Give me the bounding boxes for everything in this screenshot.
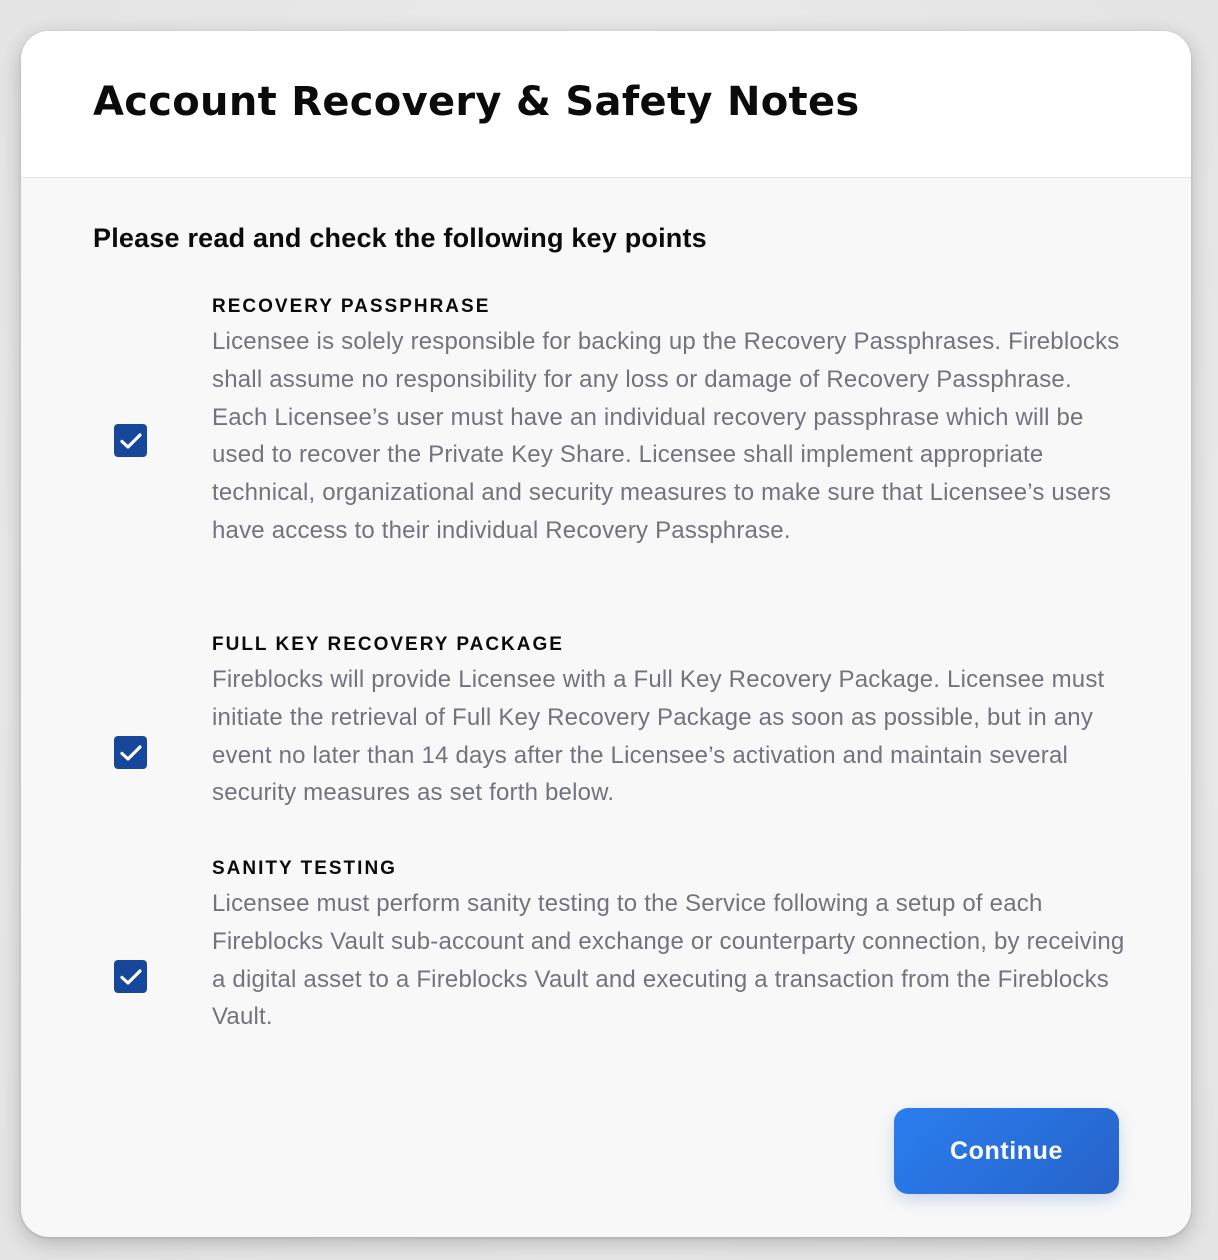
key-point-text: [212, 633, 1132, 812]
key-point-text: [212, 295, 1132, 550]
check-icon: [120, 744, 142, 762]
recovery-passphrase-checkbox[interactable]: [114, 424, 147, 457]
full-key-recovery-checkbox[interactable]: [114, 736, 147, 769]
key-point-recovery-passphrase: [21, 295, 1191, 585]
key-point-heading: SANITY TESTING: [212, 858, 397, 879]
key-point-heading: FULL KEY RECOVERY PACKAGE: [212, 634, 564, 655]
sanity-testing-checkbox[interactable]: [114, 960, 147, 993]
check-icon: [120, 968, 142, 986]
key-point-body: Licensee is solely responsible for backing up the Recovery Passphrases. Fireblocks shall assume no responsibility for any loss or damage of Recovery Passphrase. Each Licensee’s user must have an individual recovery passphrase which will be used to recover the Private Key Share. Licensee shall implement appropriate technical, organizational and security measures to make sure that Licensee’s users have access to their individual Recovery Passphrase.: [212, 328, 1120, 544]
key-point-sanity-testing: [21, 857, 1191, 1037]
key-point-full-key-recovery-package: [21, 633, 1191, 813]
check-icon: [120, 432, 142, 450]
dialog-header: [21, 31, 1191, 178]
recovery-notes-dialog: [21, 31, 1191, 1237]
key-point-text: [212, 857, 1132, 1036]
instructions-text: Please read and check the following key points: [93, 223, 707, 253]
key-point-heading: RECOVERY PASSPHRASE: [212, 296, 491, 317]
dialog-title: Account Recovery & Safety Notes: [93, 79, 860, 125]
key-point-body: Licensee must perform sanity testing to the Service following a setup of each Fireblocks Vault sub-account and exchange or counterparty connection, by receiving a digital asset to a Fireblocks Vault and executing a transaction from the Fireblocks Vault.: [212, 890, 1125, 1031]
continue-button[interactable]: Continue: [894, 1108, 1119, 1194]
key-point-body: Fireblocks will provide Licensee with a Full Key Recovery Package. Licensee must initiate the retrieval of Full Key Recovery Package as soon as possible, but in any event no later than 14 days after the Licensee’s activation and maintain several security measures as set forth below.: [212, 666, 1105, 807]
